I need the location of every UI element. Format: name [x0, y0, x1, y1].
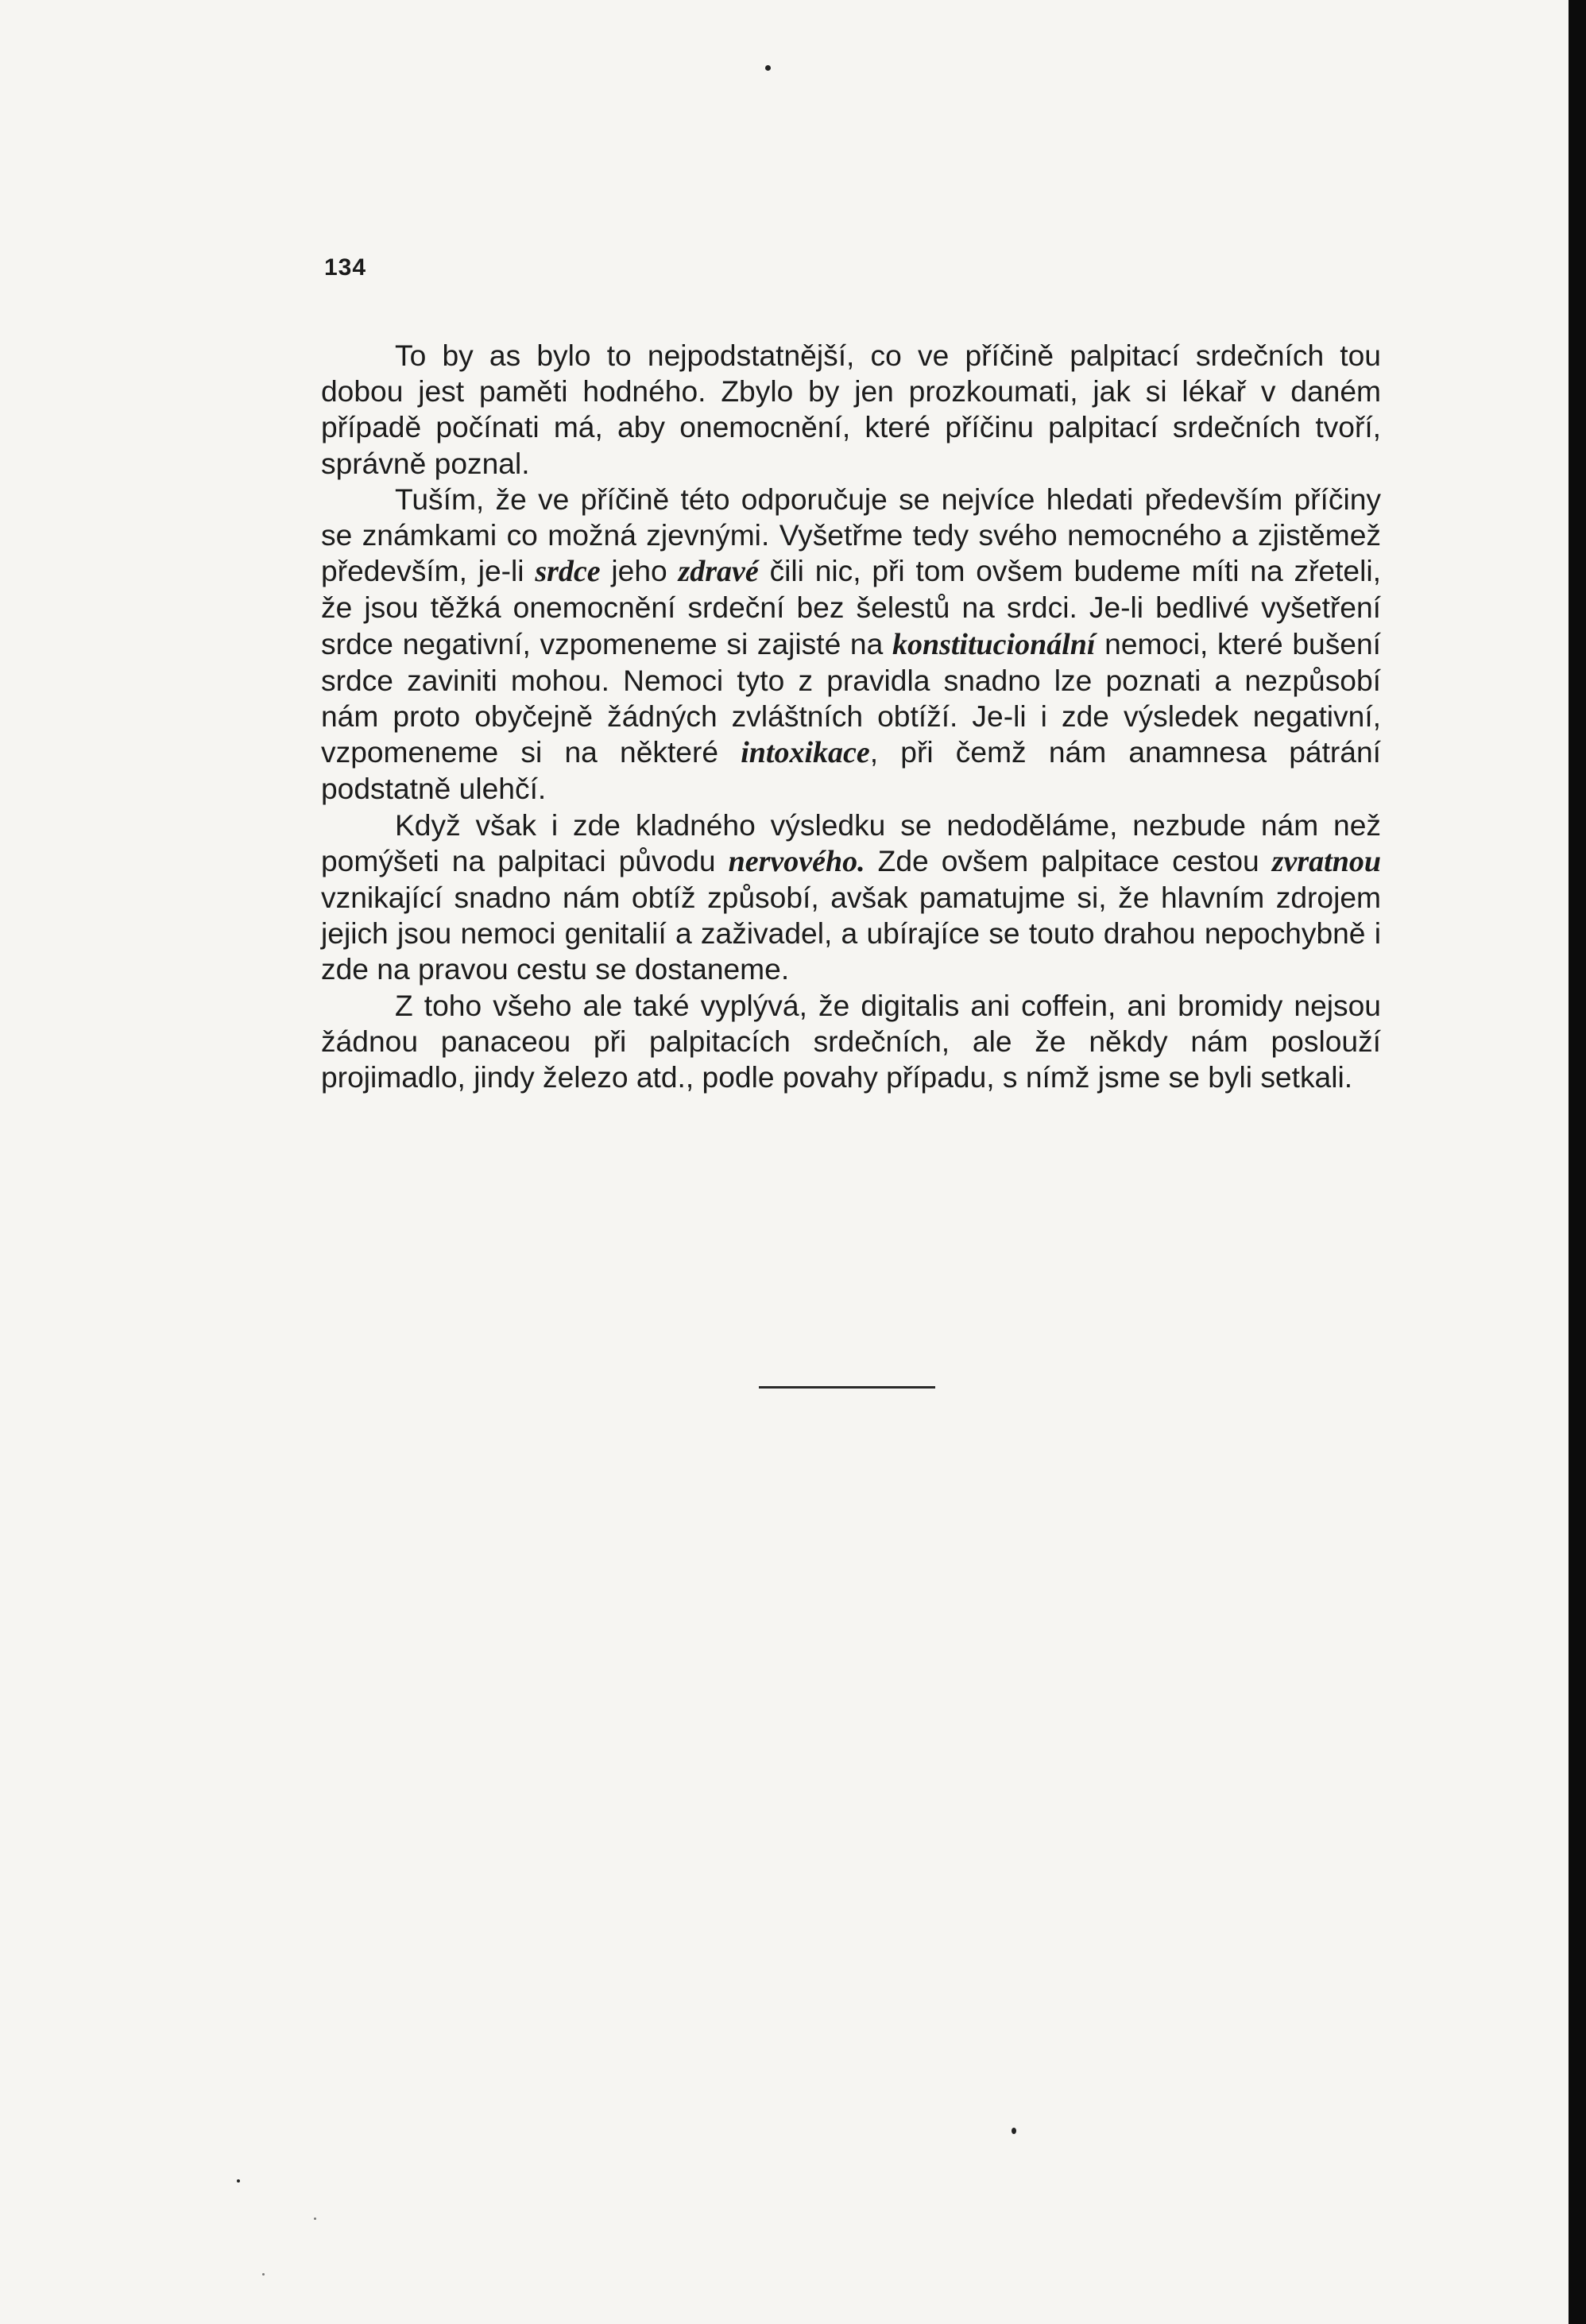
text-run: , při čemž nám anamnesa pátrání podstatně ulehčí. [321, 735, 1381, 806]
text-run: jeho [600, 554, 679, 588]
ink-speck [1012, 2128, 1016, 2134]
text-run: čili nic, při tom ovšem budeme míti na zřeteli, že jsou těžká onemocnění srdeční bez šelestů na srdci. Je-li bedlivé vyšetření srdce negativní, vzpomeneme si zajisté na [321, 554, 1381, 660]
ink-speck [765, 65, 771, 71]
paragraph-3 [321, 808, 1381, 988]
end-of-chapter-rule [759, 1386, 935, 1389]
text-run: Když však i zde kladného výsledku se nedoděláme, nezbude nám než pomýšeti na palpitaci původu [321, 808, 1381, 877]
text-run: Z toho všeho ale také vyplývá, že digitalis ani coffein, ani bromidy nejsou žádnou panaceou při palpitacích srdečních, ale že někdy nám poslouží projimadlo, jindy železo atd., podle povahy případu, s nímž jsme se byli setkali. [321, 988, 1381, 1094]
paragraph-1 [321, 338, 1381, 482]
paragraph-4 [321, 988, 1381, 1096]
text-run: Tuším, že ve příčině této odporučuje se nejvíce hledati především příčiny se známkami co možná zjevnými. Vyšetřme tedy svého nemocného a zjistěmež především, je-li [321, 482, 1381, 588]
text-run: vznikající snadno nám obtíž způsobí, avšak pamatujme si, že hlavním zdrojem jejich jsou nemoci genitalií a zaživadel, a ubírajíce se touto drahou nepochybně i zde na pravou cestu se dostaneme. [321, 881, 1381, 986]
emphasis-konstitucionalni: konstitucionální [892, 627, 1096, 661]
ink-speck [314, 2217, 316, 2220]
paragraph-2 [321, 482, 1381, 808]
emphasis-intoxikace: intoxikace [741, 736, 870, 770]
page-number: 134 [324, 254, 367, 281]
body-text [321, 338, 1381, 1095]
text-run: nemoci, které bušení srdce zaviniti mohou. Nemoci tyto z pravidla snadno lze poznati a nezpůsobí nám proto obyčejně žádných zvláštních obtíží. Je-li i zde výsledek negativní, vzpomeneme si na některé [321, 626, 1381, 769]
emphasis-zvratnou: zvratnou [1271, 844, 1381, 878]
emphasis-zdrave: zdravé [678, 555, 759, 589]
emphasis-nervoveho: nervového. [728, 844, 865, 878]
scan-border [1569, 0, 1586, 2324]
emphasis-srdce: srdce [535, 555, 601, 589]
ink-speck [262, 2273, 265, 2276]
text-run: To by as bylo to nejpodstatnější, co ve příčině palpitací srdečních tou dobou jest paměti hodného. Zbylo by jen prozkoumati, jak si lékař v daném případě počínati má, aby onemocnění, které příčinu palpitací srdečních tvoří, správně poznal. [321, 339, 1381, 480]
text-run: Zde ovšem palpitace cestou [865, 843, 1272, 877]
ink-speck [237, 2179, 240, 2183]
